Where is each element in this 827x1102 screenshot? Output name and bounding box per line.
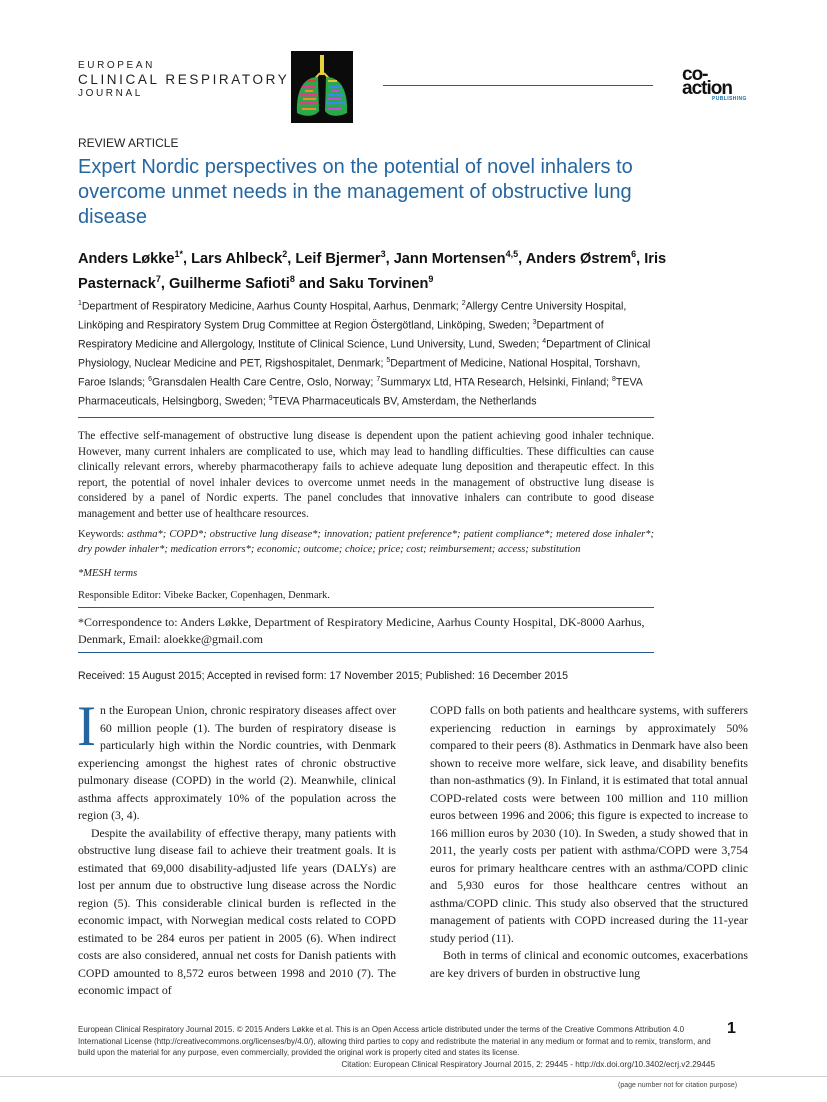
divider [78,652,654,653]
publisher-logo [682,64,754,102]
divider [78,417,654,418]
body-column-left [77,695,396,1000]
mesh-note: *MESH terms [78,568,138,579]
license-note: European Clinical Respiratory Journal 2015. © 2015 Anders Løkke et al. This is an Open Access article distributed under the terms of the Creative Commons Attribution 4.0 International License (http://creativecommons.org/licenses/by/4.0/), allowing third parties to copy and redistribute the material in any medium or format and to remix, transform, and build upon the material for any purpose, even commercially, provided the original work is properly cited and states its license. [78,1025,711,1057]
paragraph: In the European Union, chronic respiratory diseases affect over 60 million people (1). The burden of respiratory disease is particularly high within the Nordic countries, with Denmark experiencing amongst the highest rates of chronic obstructive pulmonary disease (COPD) in the world (2). Meanwhile, clinical asthma affects approximately 10% of the population across the region (3, 4). [77,695,396,822]
journal-name [78,60,293,99]
page-number: 1 [727,1020,736,1037]
author[interactable]: Jann Mortensen$^{4,5}$ [393,249,519,267]
author[interactable]: Saku Torvinen$^9$ [328,273,434,292]
author[interactable]: Guilherme Safioti$^8$ [169,273,295,292]
abstract: The effective self-management of obstructive lung disease is dependent upon the patient achieving good inhaler technique. However, many current inhalers are complicated to use, which may lead to handling difficulties. These difficulties can cause clinically relevant errors, whereby pharmacotherapy fails to achieve adequate lung deposition and therapeutic effect. In this report, the potential of novel inhaler devices to overcome unmet needs in the management of obstructive lung disease is considered by a panel of Nordic experts. The panel concludes that innovative inhalers can contribute to good disease management and better use of healthcare resources. [78,430,654,520]
footer-rule [0,1076,827,1077]
received-dates: Received: 15 August 2015; Accepted in revised form: 17 November 2015; Published: 16 December 2015 [78,670,568,682]
header-rule [383,85,653,86]
divider [78,607,654,608]
publisher-sub: PUBLISHING [712,96,747,102]
publisher-name: co-action [682,64,732,99]
author[interactable]: Leif Bjermer$^3$ [295,249,386,267]
dropcap: I [77,695,96,758]
paragraph: Despite the availability of effective therapy, many patients with obstructive lung disease fail to achieve their treatment goals. It is estimated that 69,000 disability-adjusted life years (DALYs) are lost per annum due to obstructive lung disease across the Nordic region (5). This considerable clinical burden is reflected in the economic impact, with Norwegian medical costs related to COPD estimated to be 284 euros per patient in 2005 (6). When indirect costs are also considered, annual net costs for Danish patients with COPD amounted to 8,572 euros between 1998 and 2010 (7). The economic impact of [78,825,396,997]
journal-cover-lungs-image [291,51,353,123]
author[interactable]: Anders Løkke$^{1*}$ [78,249,184,267]
keywords [78,527,654,557]
correspondence: *Correspondence to: Anders Løkke, Department of Respiratory Medicine, Aarhus County Hospital, DK-8000 Aarhus, Denmark, Email: aloekke@gmail.com [78,615,645,646]
keywords-list: asthma*; COPD*; obstructive lung disease*; innovation; patient preference*; patient compliance*; metered dose inhaler*; dry powder inhaler*; medication errors*; economic; outcome; choice; price; cost; reimbursement; access; substitution [78,529,655,555]
paragraph: Both in terms of clinical and economic outcomes, exacerbations are key drivers of burden in obstructive lung [430,948,748,980]
page-number-note: (page number not for citation purpose) [618,1082,738,1089]
journal-name-line3: JOURNAL [78,88,143,99]
paragraph: COPD falls on both patients and healthcare systems, with sufferers experiencing reduction in earnings by approximately 50% compared to their peers (8). Asthmatics in Denmark have also been shown to receive more welfare, sick leave, and disability benefits than non-asthmatics (9). In Finland, it is estimated that total annual COPD-related costs were between 100 million and 110 million euros between 1996 and 2006; this figure is expected to increase to 166 million euros by 2030 (10). In Sweden, a study showed that in 2011, the yearly costs per patient with asthma/COPD were 3,754 euros for primary healthcare centres with an asthma/COPD clinic and 5,930 euros for those healthcare centres without an asthma/COPD clinic. This study also observed that the structured management of patients with COPD increased during the 11-year study period (11). [430,703,748,945]
keywords-label: Keywords: [78,529,125,540]
article-type: REVIEW ARTICLE [78,136,179,150]
author[interactable]: Iris Pasternack$^7$ [78,250,667,292]
journal-name-line2: CLINICAL RESPIRATORY [78,72,290,87]
journal-name-line1: EUROPEAN [78,60,155,71]
author[interactable]: Lars Ahlbeck$^2$ [191,249,288,267]
author-list: Anders Løkke$^{1*}$, Lars Ahlbeck$^2$, Leif Bjermer$^3$, Jann Mortensen$^{4,5}$, Anders Østrem$^6$, Iris Pasternack$^7$, Guilherme Safioti$^8$ and Saku Torvinen$^9$ [78,249,667,292]
affiliations: $^1$Department of Respiratory Medicine, Aarhus County Hospital, Aarhus, Denmark; $^2$Allergy Centre University Hospital, Linköping and Respiratory System Drug Committee at Region Östergötland, Linköping, Sweden; $^3$Department of Respiratory Medicine and Allergology, Institute of Clinical Science, Lund University, Lund, Sweden; $^4$Department of Clinical Physiology, Nuclear Medicine and PET, Rigshospitalet, Denmark; $^5$Department of Medicine, National Hospital, Torshavn, Faroe Islands; $^6$Gransdalen Health Care Centre, Oslo, Norway; $^7$Summaryx Ltd, HTA Research, Helsinki, Finland; $^8$TEVA Pharmaceuticals, Helsingborg, Sweden; $^9$TEVA Pharmaceuticals BV, Amsterdam, the Netherlands [78,300,651,408]
responsible-editor: Responsible Editor: Vibeke Backer, Copenhagen, Denmark. [78,590,330,601]
author[interactable]: Anders Østrem$^6$ [525,249,637,267]
article-title: Expert Nordic perspectives on the potential of novel inhalers to overcome unmet needs in the management of obstructive lung disease [78,156,633,228]
body-column-right [430,702,748,982]
citation[interactable]: Citation: European Clinical Respiratory Journal 2015, 2: 29445 - http://dx.doi.org/10.3402/ecrj.v2.29445 [341,1060,715,1069]
